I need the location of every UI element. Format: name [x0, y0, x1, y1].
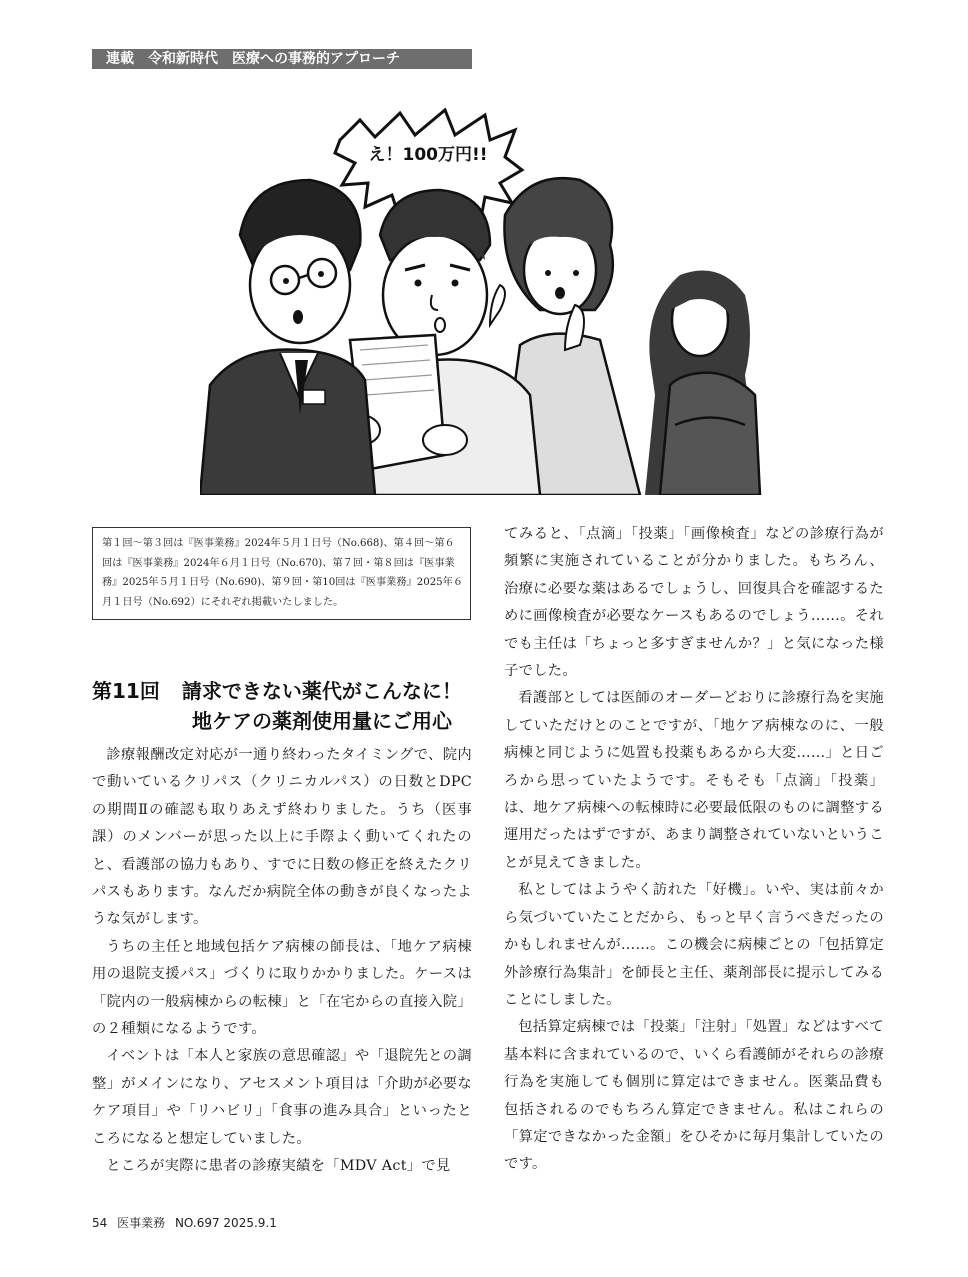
issue-info: NO.697 2025.9.1: [174, 1216, 277, 1230]
series-notice: 第１回〜第３回は『医事業務』2024年５月１日号（No.668)、第４回〜第６回は『医事業務』2024年６月１日号（No.670)、第７回・第８回は『医事業務』2025年５月１日号（No.690)、第９回・第10回は『医事業務』2025年６月１日号（No.692）にそれぞれ掲載いたしました。: [92, 527, 471, 620]
paragraph: うちの主任と地域包括ケア病棟の師長は、「地ケア病棟用の退院支援パス」づくりに取りかかりました。ケースは「院内の一般病棟からの転棟」と「在宅からの直接入院」の２種類になるようです。: [92, 938, 473, 1038]
paragraph: 包括算定病棟では「投薬」「注射」「処置」などはすべて基本料に含まれているので、いくら看護師がそれらの診療行為を実施しても個別に算定はできません。医薬品費も包括されるのでもちろん算定できません。私はこれらの「算定できなかった金額」をひそかに毎月集計していたのです。: [504, 1019, 885, 1173]
series-title: 連載 令和新時代 医療への事務的アプローチ: [92, 49, 472, 69]
speech-bubble-text: え！100万円!!: [368, 145, 488, 165]
body-column-right: [504, 521, 884, 1179]
chapter-title-line1: 請求できない薬代がこんなに！: [181, 679, 462, 703]
body-column-left: [92, 742, 472, 1181]
paragraph: 診療報酬改定対応が一通り終わったタイミングで、院内で動いているクリパス（クリニカルパス）の日数とDPCの期間Ⅱの確認も取りあえず終わりました。うち（医事課）のメンバーが思った以上に手際よく動いてくれたのと、看護部の協力もあり、すでに日数の修正を終えたクリパスもあります。なんだか病院全体の動きが良くなったような気がします。: [92, 747, 472, 928]
paragraph: ところが実際に患者の診療実績を「MDV Act」で見: [106, 1158, 451, 1175]
chapter-title: [92, 676, 472, 736]
magazine-name: 医事業務: [117, 1216, 166, 1230]
page-number: 54: [92, 1216, 108, 1230]
page-footer: [92, 1214, 283, 1231]
paragraph: 看護部としては医師のオーダーどおりに診療行為を実施していただけとのことですが、「地ケア病棟なのに、一般病棟と同じように処置も投薬もあるから大変……」と日ごろから思っていたようです。そもそも「点滴」「投薬」は、地ケア病棟への転棟時に必要最低限のものに調整する運用だったはずですが、あまり調整されていないということが見えてきました。: [504, 690, 884, 871]
paragraph: イベントは「本人と家族の意思確認」や「退院先との調整」がメインになり、アセスメント項目は「介助が必要なケア項目」や「リハビリ」「食事の進み具合」といったところになると想定していました。: [92, 1048, 472, 1147]
paragraph: 私としてはようやく訪れた「好機」。いや、実は前々から気づいていたことだから、もっと早く言うべきだったのかもしれませんが……。この機会に病棟ごとの「包括算定外診療行為集計」を師長と主任、薬剤部長に提示してみることにしました。: [504, 882, 884, 1008]
chapter-number: 第11回: [92, 679, 160, 703]
paragraph-continued: てみると、「点滴」「投薬」「画像検査」などの診療行為が頻繁に実施されていることが分かりました。もちろん、治療に必要な薬はあるでしょうし、回復具合を確認するために画像検査が必要なケースもあるのでしょう……。それでも主任は「ちょっと多すぎませんか？」と気になった様子でした。: [504, 526, 884, 680]
chapter-title-line2: 地ケアの薬剤使用量にご用心: [192, 709, 452, 733]
